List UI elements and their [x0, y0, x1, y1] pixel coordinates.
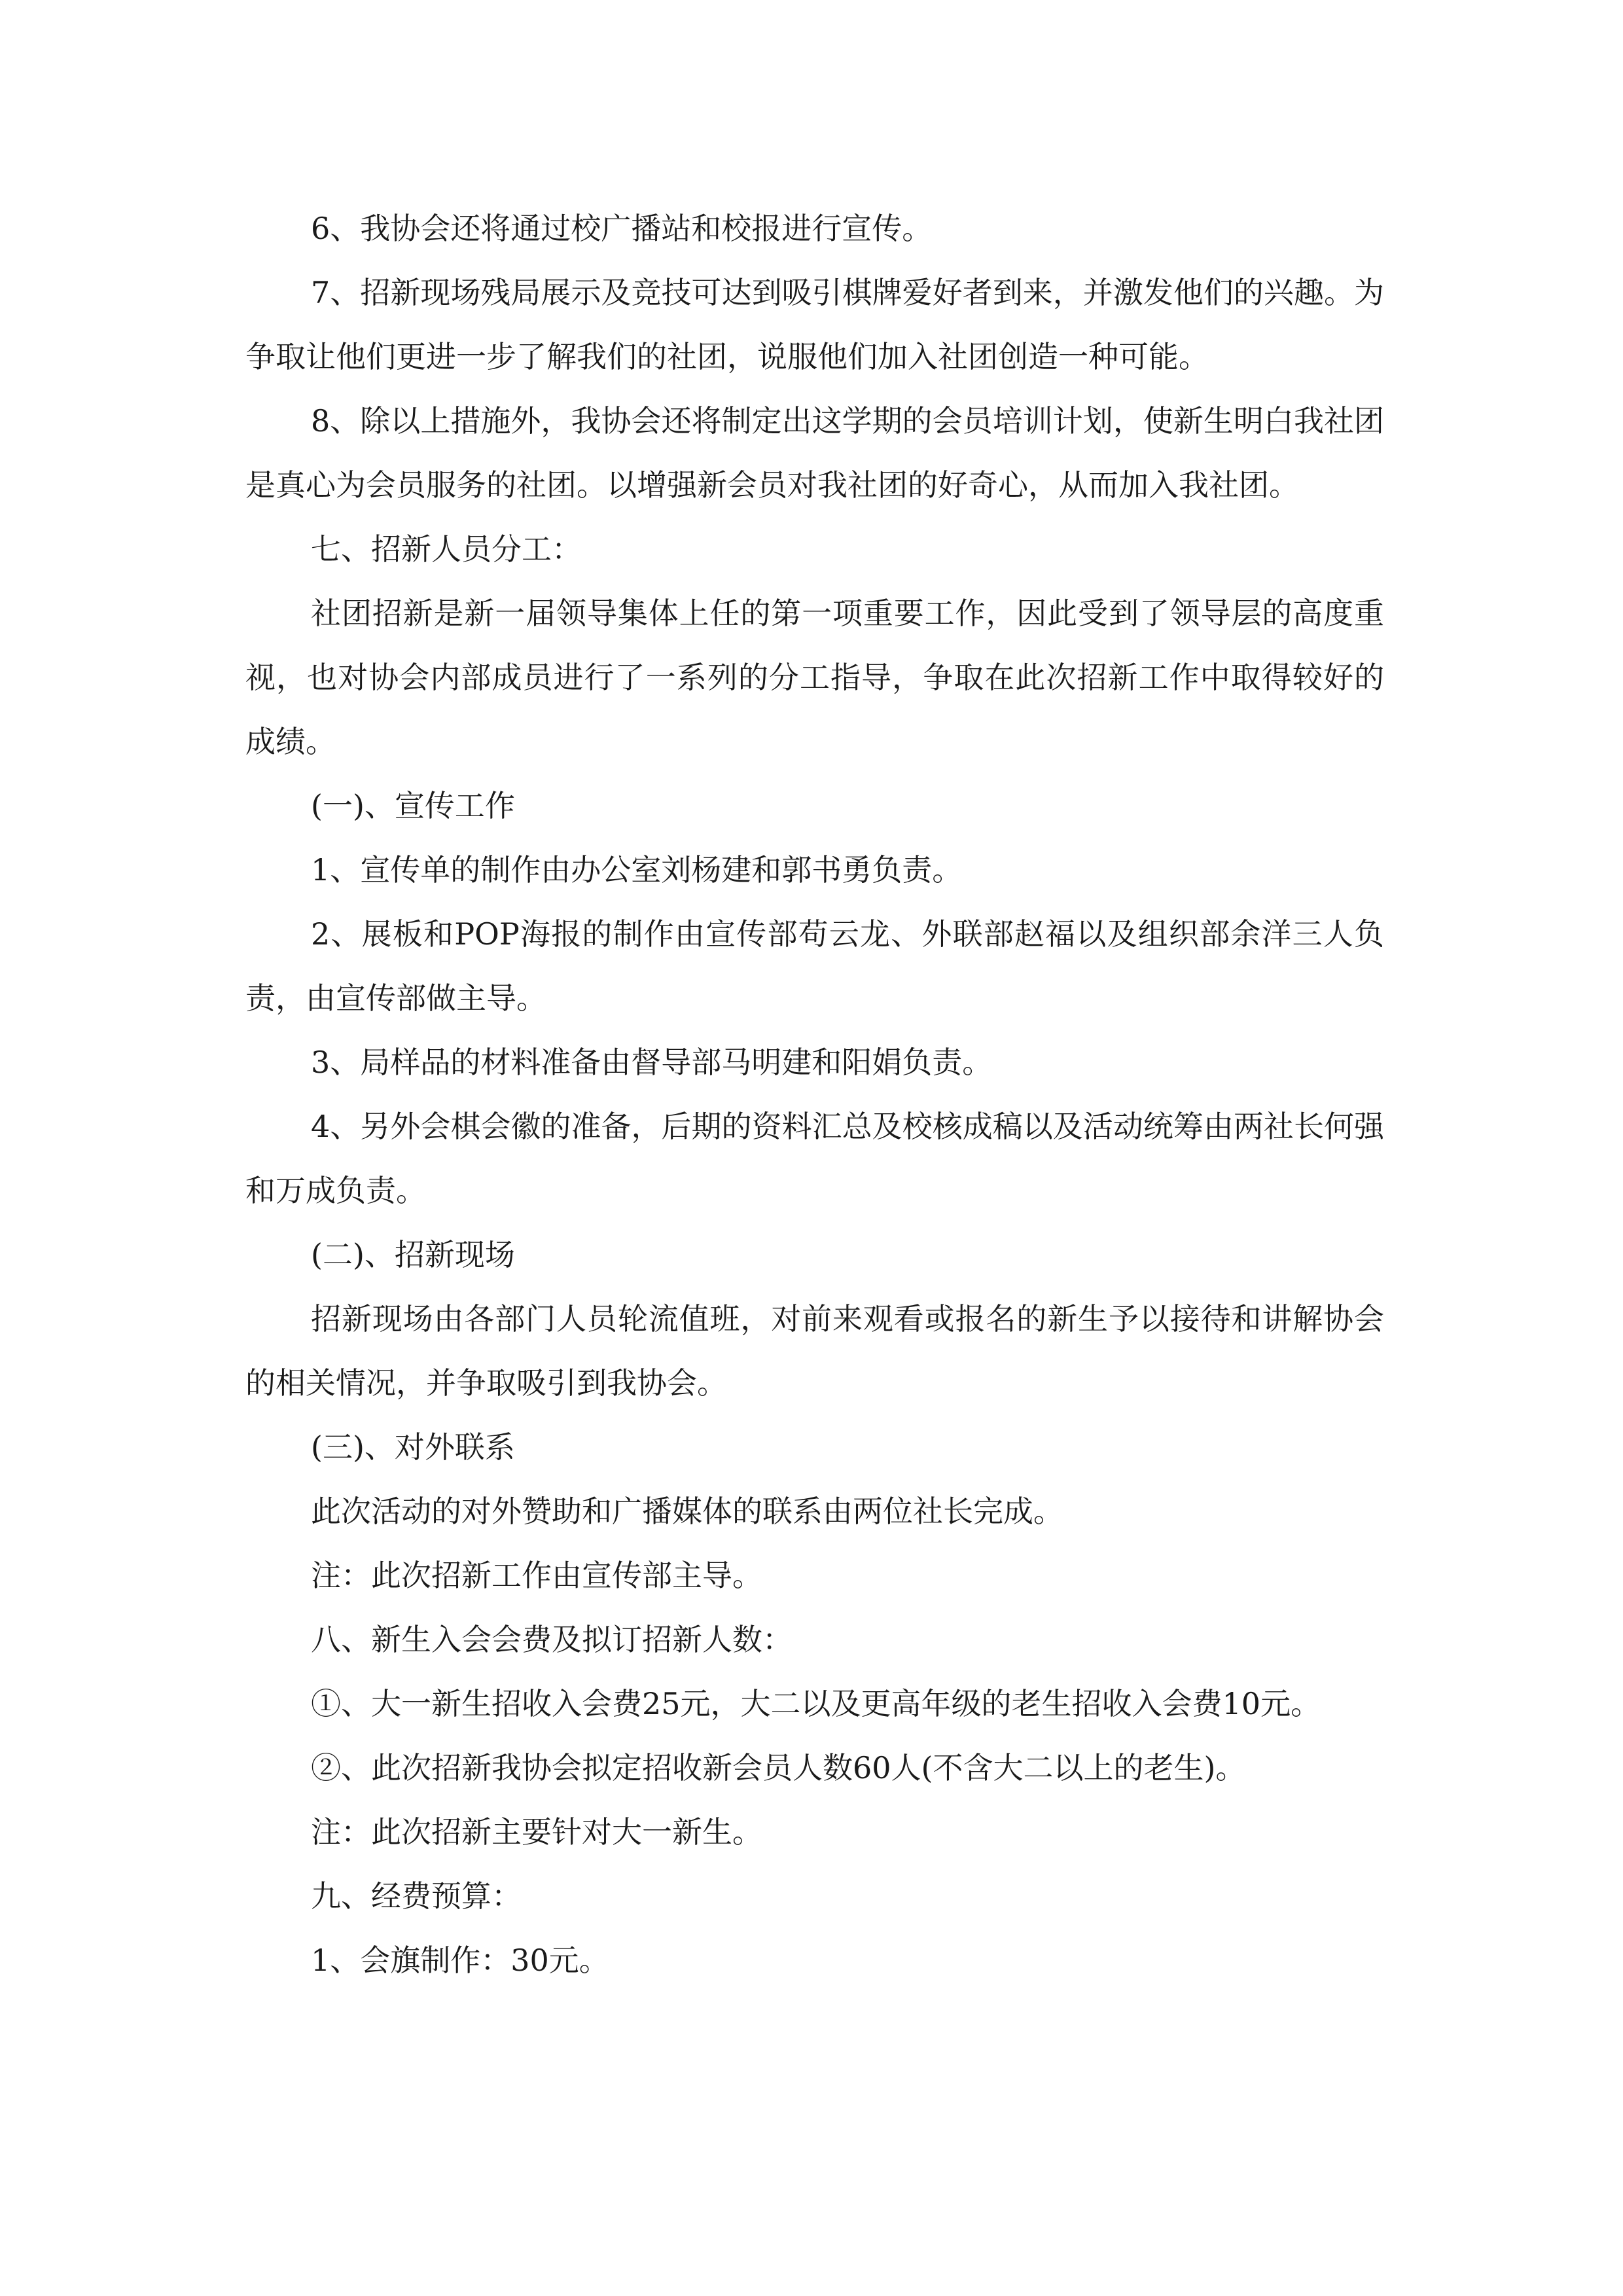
paragraph-item-6: 6、我协会还将通过校广播站和校报进行宣传。 — [311, 211, 933, 246]
paragraph-item-7: 7、招新现场残局展示及竞技可达到吸引棋牌爱好者到来，并激发他们的兴趣。为争取让他们更进一步了解我们的社团，说服他们加入社团创造一种可能。 — [245, 275, 1384, 374]
note-publicity-lead: 注：此次招新工作由宣传部主导。 — [311, 1558, 762, 1593]
fee-item-2: ②、此次招新我协会拟定招收新会员人数60人(不含大二以上的老生)。 — [311, 1750, 1246, 1785]
note-target-freshmen: 注：此次招新主要针对大一新生。 — [311, 1814, 762, 1850]
fee-item-1: ①、大一新生招收入会费25元，大二以及更高年级的老生招收入会费10元。 — [311, 1686, 1321, 1721]
section-heading-9: 九、经费预算： — [311, 1878, 522, 1914]
budget-item-1: 1、会旗制作：30元。 — [311, 1943, 609, 1978]
section-heading-7: 七、招新人员分工： — [311, 531, 582, 567]
section-7-intro: 社团招新是新一届领导集体上任的第一项重要工作，因此受到了领导层的高度重视，也对协会内部成员进行了一系列的分工指导，争取在此次招新工作中取得较好的成绩。 — [245, 596, 1384, 759]
subsection-heading-2: (二)、招新现场 — [311, 1237, 515, 1272]
subsection-heading-3: (三)、对外联系 — [311, 1429, 515, 1465]
recruitment-site-text: 招新现场由各部门人员轮流值班，对前来观看或报名的新生予以接待和讲解协会的相关情况，并争取吸引到我协会。 — [245, 1301, 1384, 1401]
paragraph-item-8: 8、除以上措施外，我协会还将制定出这学期的会员培训计划，使新生明白我社团是真心为会员服务的社团。以增强新会员对我社团的好奇心，从而加入我社团。 — [245, 403, 1384, 503]
publicity-item-1: 1、宣传单的制作由办公室刘杨建和郭书勇负责。 — [311, 852, 963, 888]
publicity-item-2: 2、展板和POP海报的制作由宣传部苟云龙、外联部赵福以及组织部余洋三人负责，由宣传部做主导。 — [245, 916, 1384, 1016]
external-contact-text: 此次活动的对外赞助和广播媒体的联系由两位社长完成。 — [311, 1494, 1063, 1529]
publicity-item-4: 4、另外会棋会徽的准备，后期的资料汇总及校核成稿以及活动统筹由两社长何强和万成负责。 — [245, 1109, 1384, 1208]
subsection-heading-1: (一)、宣传工作 — [311, 788, 515, 823]
publicity-item-3: 3、局样品的材料准备由督导部马明建和阳娟负责。 — [311, 1045, 993, 1080]
document-body — [245, 196, 1384, 1992]
section-heading-8: 八、新生入会会费及拟订招新人数： — [311, 1622, 793, 1657]
